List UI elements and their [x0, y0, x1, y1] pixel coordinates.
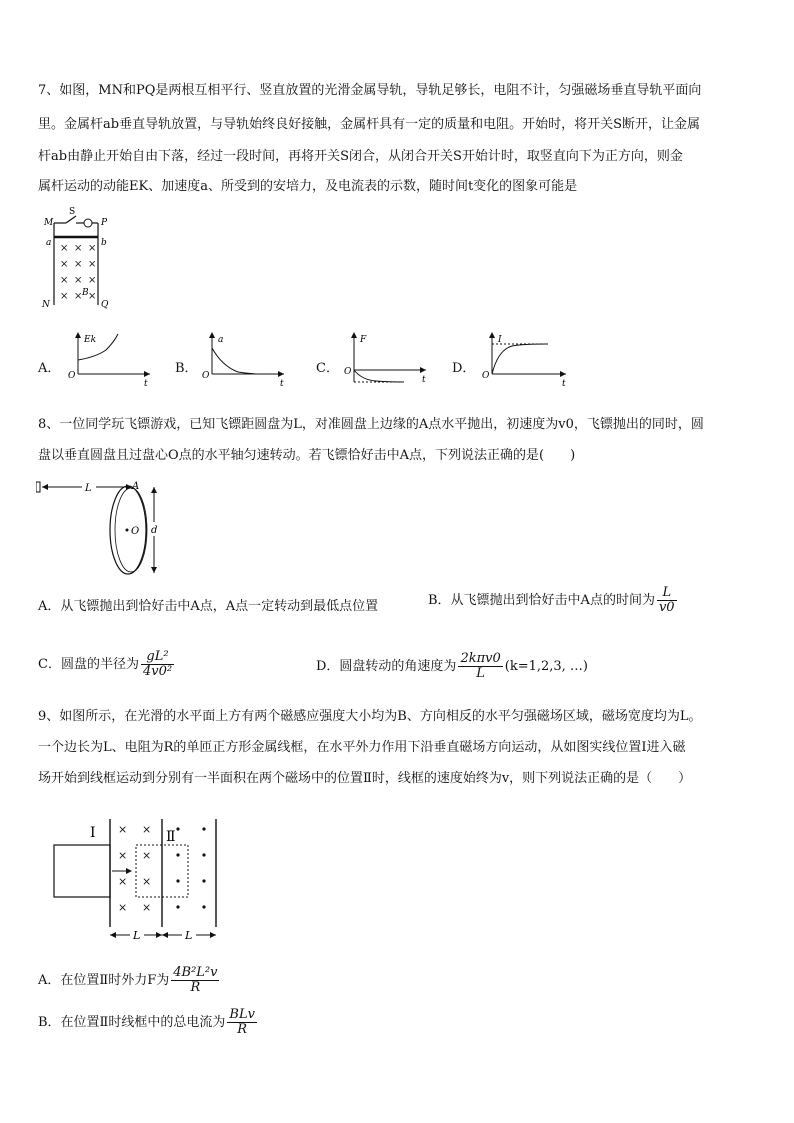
- axis-i: I: [498, 335, 502, 345]
- q9-option-a-fraction: [171, 966, 219, 995]
- q7-graph-a: [64, 330, 154, 386]
- q8-option-c[interactable]: [38, 650, 176, 679]
- svg-text:×: ×: [142, 849, 152, 862]
- svg-text:×: ×: [142, 901, 152, 914]
- svg-text:×: ×: [74, 291, 83, 302]
- svg-text:×: ×: [88, 275, 97, 286]
- svg-text:×: ×: [60, 259, 69, 270]
- label-o: O: [131, 526, 140, 537]
- svg-text:×: ×: [60, 243, 69, 254]
- svg-text:×: ×: [88, 243, 97, 254]
- q9-line-3: 场开始到线框运动到分别有一半面积在两个磁场中的位置Ⅱ时，线框的速度始终为v，则下列说法正确的是（ ）: [38, 771, 692, 786]
- label-P: P: [101, 218, 108, 228]
- q7-option-c-label[interactable]: C．: [316, 361, 339, 376]
- frac-den: 4v0²: [142, 664, 173, 679]
- svg-text:×: ×: [142, 823, 152, 836]
- frac-den: L: [476, 666, 485, 681]
- q9-line-2: 一个边长为L、电阻为R的单匝正方形金属线框，在水平外力作用下沿垂直磁场方向运动，从如图实线位置Ⅰ进入磁: [38, 740, 686, 755]
- axis-ek: Ek: [84, 335, 97, 345]
- svg-text:×: ×: [118, 875, 128, 888]
- svg-text:×: ×: [88, 291, 97, 302]
- label-S: S: [69, 207, 76, 217]
- label-N: N: [42, 300, 50, 310]
- q7-line-3: 杆ab由静止开始自由下落，经过一段时间，再将开关S闭合，从闭合开关S开始计时，取竖直向下为正方向，则金: [38, 149, 683, 164]
- svg-text:×: ×: [60, 291, 69, 302]
- q8-line-1: 8、一位同学玩飞镖游戏，已知飞镖距圆盘为L，对准圆盘上边缘的A点水平抛出，初速度为v0，飞镖抛出的同时，圆: [38, 417, 704, 432]
- q9-line-1: 9、如图所示，在光滑的水平面上方有两个磁感应强度大小均为B、方向相反的水平匀强磁场区域，磁场宽度均为L。: [38, 709, 702, 724]
- frac-num: 2kπv0: [460, 651, 501, 666]
- label-l-1: L: [133, 929, 141, 942]
- label-d: d: [151, 525, 158, 536]
- label-l: L: [85, 483, 92, 494]
- q8-option-c-text: C．圆盘的半径为: [38, 657, 139, 672]
- q7-option-a-label[interactable]: A．: [38, 361, 61, 376]
- q8-line-2: 盘以垂直圆盘且过盘心O点的水平轴匀速转动。若飞镖恰好击中A点，下列说法正确的是( ): [38, 448, 576, 463]
- svg-text:×: ×: [74, 259, 83, 270]
- q7-line-4: 属杆运动的动能EK、加速度a、所受到的安培力，及电流表的示数，随时间t变化的图象可能是: [38, 179, 578, 194]
- label-B: B: [82, 288, 89, 298]
- label-l-2: L: [185, 929, 193, 942]
- q8-option-d-tail: (k=1,2,3, …): [504, 659, 589, 674]
- label-b: b: [101, 238, 107, 248]
- frac-den: R: [237, 1022, 248, 1037]
- q7-circuit-figure: [36, 205, 126, 310]
- origin-o: O: [344, 367, 352, 377]
- q7-line-2: 里。金属杆ab垂直导轨放置，与导轨始终良好接触，金属杆具有一定的质量和电阻。开始时，将开关S断开，让金属: [38, 117, 700, 132]
- label-Q: Q: [101, 300, 109, 310]
- q8-option-b-text: B．从飞镖抛出到恰好击中A点的时间为: [428, 593, 655, 608]
- axis-t: t: [280, 379, 284, 386]
- origin-o: O: [482, 371, 490, 381]
- axis-a: a: [218, 335, 224, 345]
- label-position-2: Ⅱ: [166, 829, 176, 845]
- frac-num: L: [657, 586, 677, 601]
- axis-f: F: [360, 335, 367, 345]
- q9-option-b-fraction: [227, 1008, 257, 1037]
- svg-text:×: ×: [88, 259, 97, 270]
- axis-t: t: [422, 375, 426, 385]
- q8-option-b[interactable]: [428, 586, 679, 615]
- q9-option-b-text: B．在位置Ⅱ时线框中的总电流为: [38, 1015, 226, 1030]
- frac-den: R: [190, 980, 201, 995]
- q9-option-a-text: A．在位置Ⅱ时外力F为: [38, 973, 170, 988]
- label-M: M: [44, 218, 54, 228]
- svg-text:×: ×: [74, 275, 83, 286]
- svg-text:×: ×: [118, 823, 128, 836]
- origin-o: O: [68, 371, 76, 381]
- label-a-point: A: [132, 481, 140, 492]
- origin-o: O: [202, 371, 210, 381]
- q7-graph-d: [478, 330, 572, 386]
- q8-option-d-text: D．圆盘转动的角速度为: [316, 659, 457, 674]
- label-a: a: [46, 238, 52, 248]
- q7-graph-b: [198, 330, 290, 386]
- q7-option-d-label[interactable]: D．: [452, 361, 476, 376]
- svg-text:×: ×: [118, 849, 128, 862]
- frac-num: gL²: [141, 650, 174, 665]
- frac-num: BLv: [229, 1007, 255, 1022]
- q8-option-d[interactable]: [316, 652, 588, 681]
- q7-graph-c: [340, 330, 432, 386]
- q8-option-c-fraction: [141, 650, 174, 679]
- axis-t: t: [144, 379, 148, 386]
- q8-option-b-fraction: [657, 586, 677, 615]
- q8-option-d-fraction: [458, 652, 502, 681]
- frac-num: 4B²L²v: [173, 965, 218, 980]
- svg-text:×: ×: [118, 901, 128, 914]
- q9-option-b[interactable]: [38, 1008, 259, 1037]
- q7-option-b-label[interactable]: B．: [175, 361, 198, 376]
- axis-t: t: [562, 379, 566, 386]
- svg-text:×: ×: [142, 875, 152, 888]
- q8-dart-disc-figure: [36, 478, 176, 578]
- svg-text:×: ×: [60, 275, 69, 286]
- frac-den: v0: [658, 600, 675, 615]
- q9-option-a[interactable]: [38, 966, 221, 995]
- q9-magnetic-field-figure: [48, 815, 228, 945]
- label-position-1: Ⅰ: [90, 825, 96, 841]
- q8-option-a[interactable]: A．从飞镖抛出到恰好击中A点，A点一定转动到最低点位置: [38, 599, 379, 614]
- q7-line-1: 7、如图，MN和PQ是两根互相平行、竖直放置的光滑金属导轨，导轨足够长，电阻不计，匀强磁场垂直导轨平面向: [38, 83, 702, 98]
- svg-text:×: ×: [74, 243, 83, 254]
